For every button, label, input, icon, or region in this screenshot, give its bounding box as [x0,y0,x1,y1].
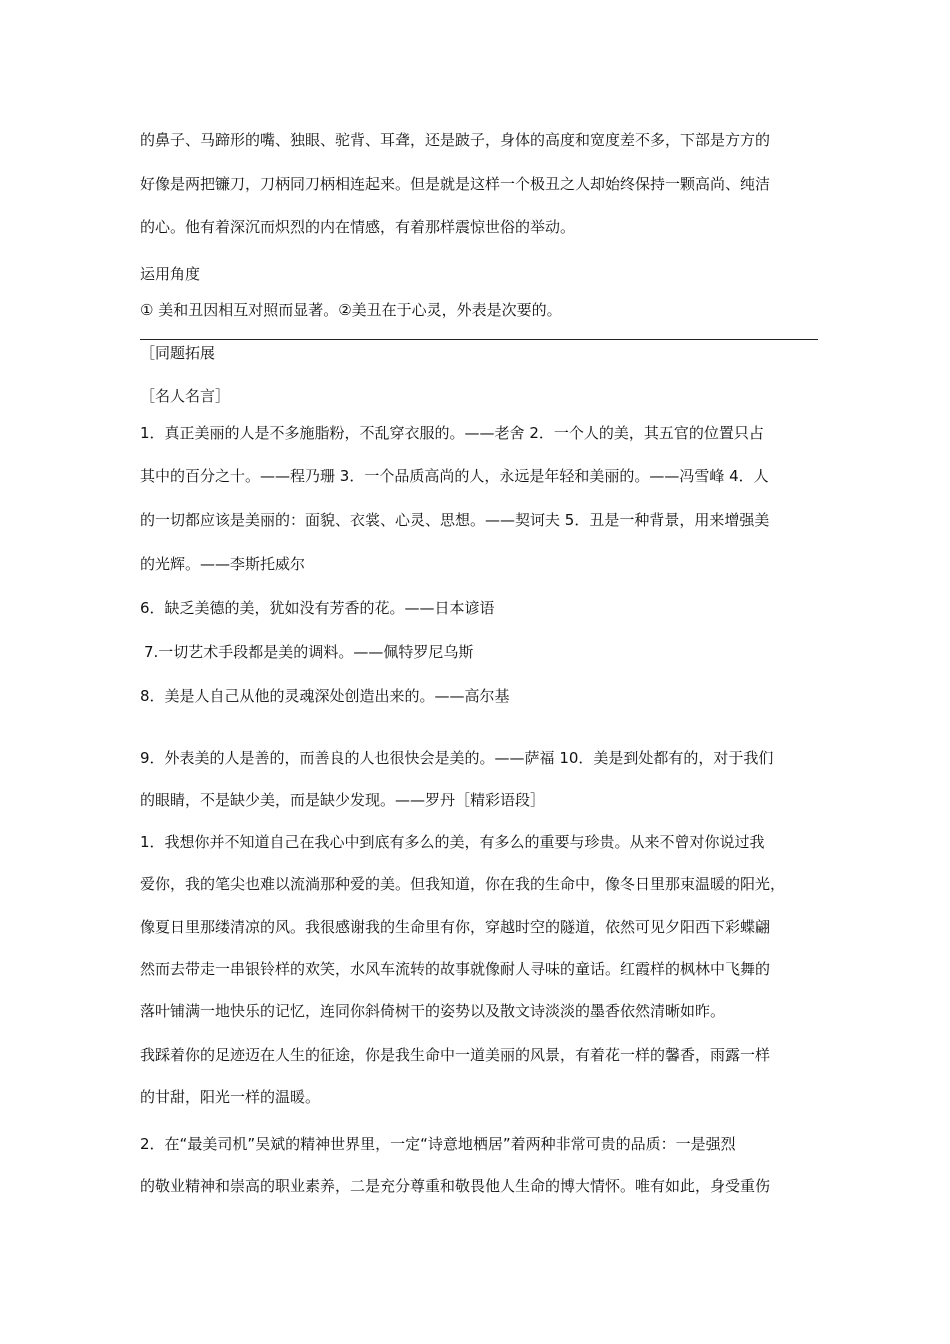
para1b-line-1: 我踩着你的足迹迈在人生的征途，你是我生命中一道美丽的风景，有着花一样的馨香，雨露一样 [140,1046,771,1064]
para1-line-5: 落叶铺满一地快乐的记忆，连同你斜倚树干的姿势以及散文诗淡淡的墨香依然清晰如昨。 [140,1002,726,1020]
quote-8: 8．美是人自己从他的灵魂深处创造出来的。——高尔基 [140,687,510,705]
quotes-line-3: 的一切都应该是美丽的：面貌、衣裳、心灵、思想。——契诃夫 5．丑是一种背景，用来增强美 [140,511,770,529]
intro-line-3: 的心。他有着深沉而炽烈的内在情感，有着那样震惊世俗的举动。 [140,218,576,236]
para1-line-4: 然而去带走一串银铃样的欢笑，水风车流转的故事就像耐人寻味的童话。红霞样的枫林中飞舞的 [140,960,771,978]
para1-line-1: 1．我想你并不知道自己在我心中到底有多么的美，有多么的重要与珍贵。从来不曾对你说过我 [140,833,765,851]
quotes2-line-1: 9．外表美的人是善的，而善良的人也很快会是美的。——萨福 10．美是到处都有的，对于我们 [140,749,774,767]
para1-line-2: 爱你，我的笔尖也难以流淌那种爱的美。但我知道，你在我的生命中，像冬日里那束温暖的阳光， [140,875,786,893]
intro-line-2: 好像是两把镰刀，刀柄同刀柄相连起来。但是就是这样一个极丑之人却始终保持一颗高尚、纯洁 [140,175,771,193]
quotes-line-4: 的光辉。——李斯托威尔 [140,555,306,573]
usage-text: ① 美和丑因相互对照而显著。②美丑在于心灵，外表是次要的。 [140,301,562,319]
quotes-line-1: 1．真正美丽的人是不多施脂粉，不乱穿衣服的。——老舍 2．一个人的美，其五官的位置只占 [140,424,764,442]
quotes-heading: ［名人名言］ [140,387,231,405]
usage-heading: 运用角度 [140,265,201,283]
para2-line-1: 2．在“最美司机”吴斌的精神世界里，一定“诗意地栖居”着两种非常可贵的品质：一是强烈 [140,1135,736,1153]
para1-line-3: 像夏日里那缕清凉的风。我很感谢我的生命里有你，穿越时空的隧道，依然可见夕阳西下彩蝶翩 [140,918,771,936]
extension-heading: ［同题拓展 [140,344,216,362]
quote-6: 6．缺乏美德的美，犹如没有芳香的花。——日本谚语 [140,599,495,617]
quotes-line-2: 其中的百分之十。——程乃珊 3．一个品质高尚的人，永远是年轻和美丽的。——冯雪峰 4．人 [140,467,769,485]
para1b-line-2: 的甘甜，阳光一样的温暖。 [140,1088,321,1106]
para2-line-2: 的敬业精神和崇高的职业素养，二是充分尊重和敬畏他人生命的博大情怀。唯有如此，身受重伤 [140,1177,771,1195]
quote-7: 7.一切艺术手段都是美的调料。——佩特罗尼乌斯 [144,643,474,661]
intro-line-1: 的鼻子、马蹄形的嘴、独眼、驼背、耳聋，还是跛子，身体的高度和宽度差不多，下部是方方的 [140,131,771,149]
section-divider [140,339,818,340]
quotes2-line-2: 的眼睛，不是缺少美，而是缺少发现。——罗丹［精彩语段］ [140,791,546,809]
